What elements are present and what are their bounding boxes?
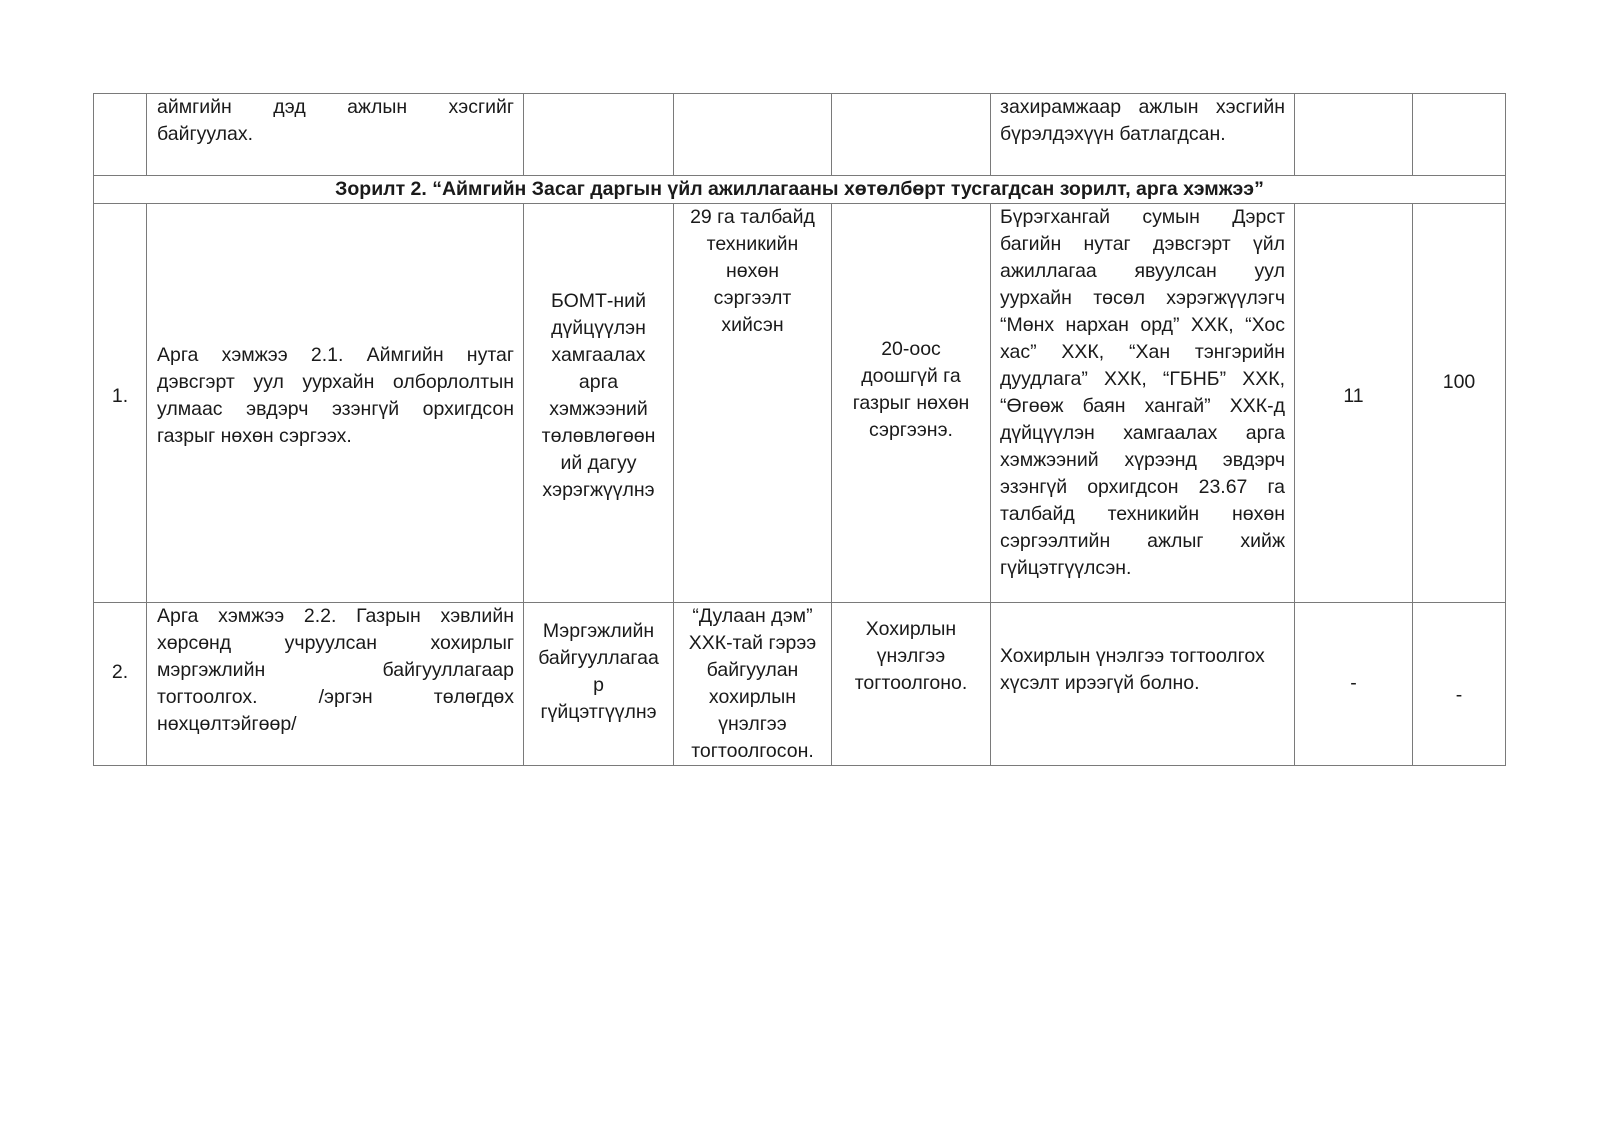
result-line: дүйцүүлэн хамгаалах арга <box>1000 422 1285 444</box>
baseline-line: байгуулан <box>706 659 799 681</box>
result-line: хэмжээний хүрээнд эвдэрч <box>1000 449 1285 471</box>
baseline-cell <box>674 204 832 603</box>
baseline-line: хийсэн <box>721 314 784 336</box>
result-line: “Мөнх нархан орд” ХХК, “Хос <box>1000 314 1285 336</box>
result-line: уурхайн төсөл хэрэгжүүлэгч <box>1000 287 1285 309</box>
row-number: 2. <box>94 603 147 766</box>
baseline-line: “Дулаан дэм” <box>692 605 813 627</box>
measure-line: Арга хэмжээ 2.2. Газрын хэвлийн <box>157 605 514 627</box>
target-line: 20-оос <box>881 338 941 360</box>
result-line: дуудлага” ХХК, “ГБНБ” ХХК, <box>1000 368 1285 390</box>
result-line: эзэнгүй орхигдсон 23.67 га <box>1000 476 1285 498</box>
task-line: аймгийн дэд ажлын хэсгийг <box>157 96 514 118</box>
method-line: төлөвлөгөөн <box>541 425 656 447</box>
method-line: хэрэгжүүлнэ <box>542 479 655 501</box>
task-cell <box>147 94 524 176</box>
baseline-line: 29 га талбайд <box>690 206 815 228</box>
method-line: р <box>593 674 604 696</box>
baseline-cell <box>674 603 832 766</box>
target-cell <box>832 603 991 766</box>
method-line: хэмжээний <box>549 398 648 420</box>
result-line: гүйцэтгүүлсэн. <box>1000 557 1132 579</box>
target-line: сэргээнэ. <box>869 419 953 441</box>
method-line: дүйцүүлэн <box>551 317 646 339</box>
number-cell <box>94 94 147 176</box>
measure-cell <box>147 204 524 603</box>
table-row <box>94 603 1506 766</box>
table-row <box>94 204 1506 603</box>
baseline-line: хохирлын <box>708 686 797 708</box>
score-cell <box>1295 94 1413 176</box>
method-line: Мэргэжлийн <box>542 620 655 642</box>
target-line: газрыг нөхөн <box>852 392 970 414</box>
target-line: Хохирлын <box>865 618 957 640</box>
method-line: ий дагуу <box>560 452 637 474</box>
method-line: гүйцэтгүүлнэ <box>540 701 657 723</box>
result-cell <box>991 603 1295 766</box>
target-line: тогтоолгоно. <box>854 672 968 694</box>
result-line: ажиллагаа явуулсан уул <box>1000 260 1285 282</box>
percent-cell <box>1413 94 1506 176</box>
method-line: арга <box>578 371 619 393</box>
task-line: байгуулах. <box>157 123 254 145</box>
percent-cell: - <box>1413 603 1506 766</box>
baseline-line: сэргээлт <box>713 287 792 309</box>
baseline-line: тогтоолгосон. <box>691 740 814 762</box>
measure-line: мэргэжлийн байгууллагаар <box>157 659 514 681</box>
measure-line: хөрсөнд учруулсан хохирлыг <box>157 632 514 654</box>
method-cell <box>524 603 674 766</box>
section-heading-row <box>94 176 1506 204</box>
baseline-line: ХХК-тай гэрээ <box>688 632 817 654</box>
measure-line: Арга хэмжээ 2.1. Аймгийн нутаг <box>157 344 514 366</box>
measure-line: газрыг нөхөн сэргээх. <box>157 425 352 447</box>
result-line: хүсэлт ирээгүй болно. <box>1000 672 1200 694</box>
baseline-line: техникийн <box>706 233 799 255</box>
result-line: захирамжаар ажлын хэсгийн <box>1000 96 1285 118</box>
baseline-line: нөхөн <box>726 260 779 282</box>
target-cell <box>832 204 991 603</box>
target-line: доошгүй га <box>861 365 961 387</box>
result-line: сэргээлтийн ажлыг хийж <box>1000 530 1285 552</box>
result-line: Хохирлын үнэлгээ тогтоолгох <box>1000 645 1265 667</box>
target-line: үнэлгээ <box>876 645 946 667</box>
score-cell: 11 <box>1295 204 1413 603</box>
method-cell <box>524 94 674 176</box>
method-line: байгууллагаа <box>538 647 659 669</box>
target-cell <box>832 94 991 176</box>
results-table <box>93 93 1506 766</box>
method-line: БОМТ-ний <box>551 290 646 312</box>
score-cell: - <box>1295 603 1413 766</box>
result-line: талбайд техникийн нөхөн <box>1000 503 1285 525</box>
measure-line: тогтоолгох. /эргэн төлөгдөх <box>157 686 514 708</box>
result-line: багийн нутаг дэвсгэрт үйл <box>1000 233 1285 255</box>
measure-line: нөхцөлтэйгөөр/ <box>157 713 297 735</box>
result-line: “Өгөөж баян хангай” ХХК-д <box>1000 395 1285 417</box>
baseline-cell <box>674 94 832 176</box>
result-cell <box>991 204 1295 603</box>
result-line: хас” ХХК, “Хан тэнгэрийн <box>1000 341 1285 363</box>
measure-line: улмаас эвдэрч эзэнгүй орхигдсон <box>157 398 514 420</box>
baseline-line: үнэлгээ <box>718 713 787 735</box>
measure-line: дэвсгэрт уул уурхайн олборлолтын <box>157 371 514 393</box>
method-cell <box>524 204 674 603</box>
section-heading: Зорилт 2. “Аймгийн Засаг даргын үйл ажиллагааны хөтөлбөрт тусгагдсан зорилт, арга хэмжээ” <box>94 176 1506 204</box>
result-line: бүрэлдэхүүн батлагдсан. <box>1000 123 1226 145</box>
method-line: хамгаалах <box>551 344 646 366</box>
row-number: 1. <box>94 204 147 603</box>
measure-cell <box>147 603 524 766</box>
table-row-continued <box>94 94 1506 176</box>
percent-cell: 100 <box>1413 204 1506 603</box>
result-line: Бүрэгхангай сумын Дэрст <box>1000 206 1285 228</box>
result-cell <box>991 94 1295 176</box>
